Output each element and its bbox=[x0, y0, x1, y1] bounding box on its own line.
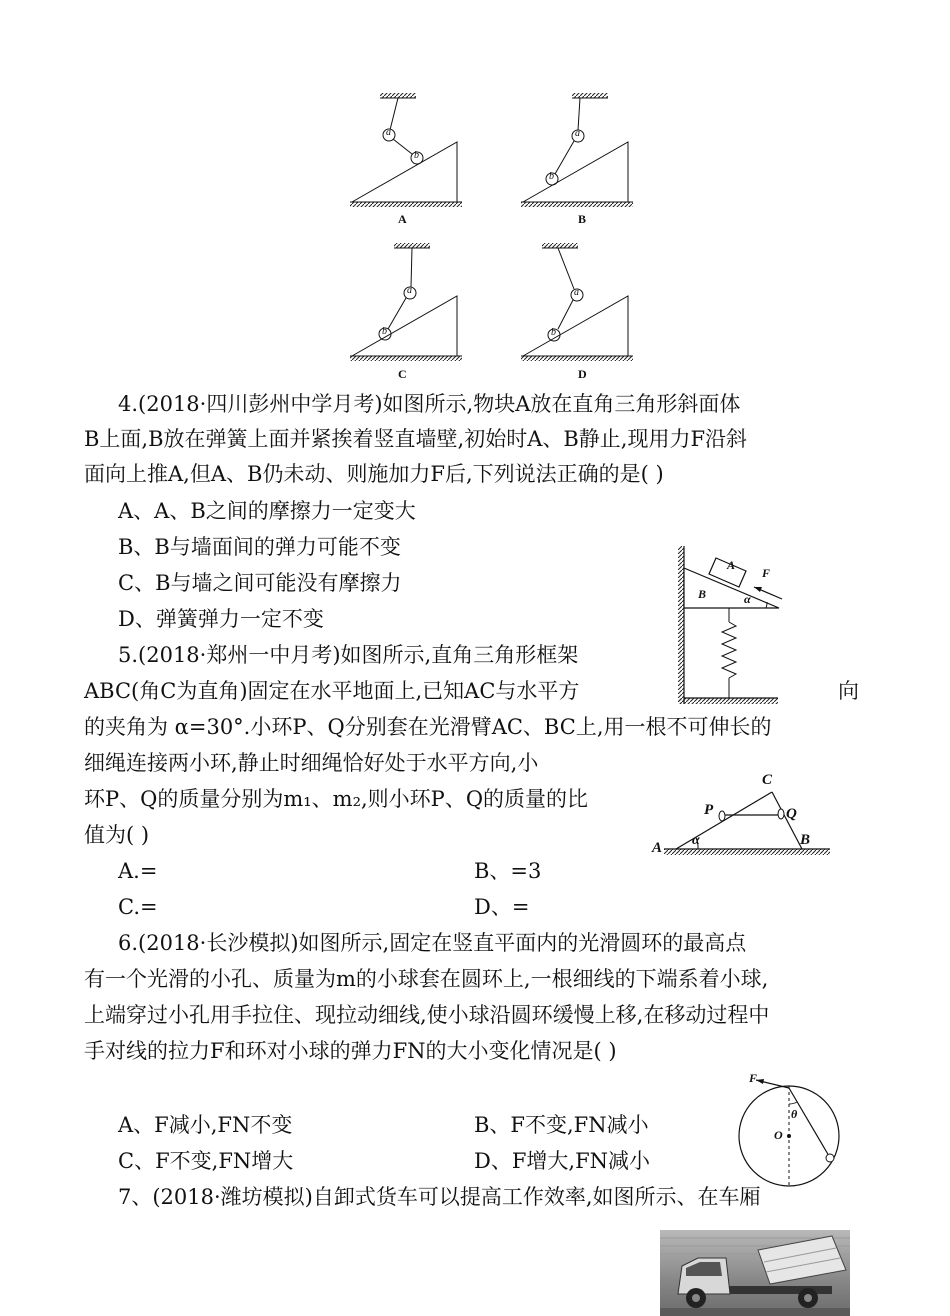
figure-grid-abcd bbox=[340, 88, 640, 388]
q6-option-c: C、F不变,FN增大 bbox=[118, 1149, 294, 1173]
figure-caption-c: C bbox=[398, 367, 407, 381]
q5-stem-line-6: 值为( ) bbox=[84, 823, 150, 847]
q4-label-b: B bbox=[698, 587, 707, 601]
q5-stem-line-2-end: 向 bbox=[838, 679, 859, 703]
q6-label-f: F bbox=[749, 1071, 758, 1085]
figure-c bbox=[350, 243, 462, 361]
q4-option-c: C、B与墙之间可能没有摩擦力 bbox=[118, 571, 402, 595]
q6-figure bbox=[736, 1076, 864, 1188]
figure-caption-a: A bbox=[398, 212, 407, 226]
q4-stem-line-2: B上面,B放在弹簧上面并紧挨着竖直墙壁,初始时A、B静止,现用力F沿斜 bbox=[84, 427, 748, 451]
q5-option-a: A.= bbox=[118, 859, 158, 883]
q5-option-b: B、=3 bbox=[474, 859, 542, 883]
ball-b-label: b bbox=[382, 326, 387, 337]
q5-label-q: Q bbox=[786, 806, 797, 822]
q4-stem-line-1: 4.(2018·四川彭州中学月考)如图所示,物块A放在直角三角形斜面体 bbox=[118, 392, 741, 416]
figure-d bbox=[521, 243, 633, 361]
q6-option-a: A、F减小,FN不变 bbox=[118, 1113, 293, 1137]
dump-truck-photo bbox=[660, 1230, 850, 1316]
q6-stem-line-1: 6.(2018·长沙模拟)如图所示,固定在竖直平面内的光滑圆环的最高点 bbox=[118, 931, 747, 955]
q6-option-d: D、F增大,FN减小 bbox=[474, 1149, 651, 1173]
q6-stem-line-3: 上端穿过小孔用手拉住、现拉动细线,使小球沿圆环缓慢上移,在移动过程中 bbox=[84, 1003, 770, 1027]
figure-caption-d: D bbox=[578, 367, 587, 381]
q4-label-alpha: α bbox=[744, 592, 751, 606]
q5-label-c: C bbox=[762, 772, 773, 788]
q6-label-theta: θ bbox=[791, 1107, 798, 1121]
ball-b-label: b bbox=[414, 150, 419, 161]
q6-label-o: O bbox=[774, 1128, 783, 1142]
q5-option-c: C.= bbox=[118, 895, 158, 919]
ball-a-label: a bbox=[407, 285, 412, 296]
q4-stem-line-3: 面向上推A,但A、B仍未动、则施加力F后,下列说法正确的是( ) bbox=[84, 462, 664, 486]
q5-label-b: B bbox=[800, 832, 811, 848]
q4-option-d: D、弹簧弹力一定不变 bbox=[118, 607, 324, 631]
q5-label-a: A bbox=[652, 840, 663, 856]
ball-b-label: b bbox=[549, 171, 554, 182]
q5-label-p: P bbox=[704, 802, 714, 818]
q6-stem-line-2: 有一个光滑的小孔、质量为m的小球套在圆环上,一根细线的下端系着小球, bbox=[84, 967, 769, 991]
q7-stem-line-1: 7、(2018·潍坊模拟)自卸式货车可以提高工作效率,如图所示、在车厢 bbox=[118, 1185, 761, 1209]
q5-label-alpha: α bbox=[692, 833, 700, 848]
q5-stem-line-4: 细绳连接两小环,静止时细绳恰好处于水平方向,小 bbox=[84, 751, 539, 775]
q5-stem-line-2: ABC(角C为直角)固定在水平地面上,已知AC与水平方 bbox=[84, 679, 580, 703]
figure-b bbox=[521, 93, 633, 207]
q4-option-a: A、A、B之间的摩擦力一定变大 bbox=[118, 499, 416, 523]
q5-stem-line-5: 环P、Q的质量分别为m₁、m₂,则小环P、Q的质量的比 bbox=[84, 787, 589, 811]
figure-a bbox=[350, 93, 462, 207]
q4-label-f: F bbox=[762, 566, 771, 580]
q6-option-b: B、F不变,FN减小 bbox=[474, 1113, 649, 1137]
ball-b-label: b bbox=[551, 327, 556, 338]
q4-option-b: B、B与墙面间的弹力可能不变 bbox=[118, 535, 401, 559]
q5-stem-line-3: 的夹角为 α=30°.小环P、Q分别套在光滑臂AC、BC上,用一根不可伸长的 bbox=[84, 715, 772, 739]
q6-stem-line-4: 手对线的拉力F和环对小球的弹力FN的大小变化情况是( ) bbox=[84, 1039, 617, 1063]
q5-option-d: D、= bbox=[474, 895, 530, 919]
q5-stem-line-1: 5.(2018·郑州一中月考)如图所示,直角三角形框架 bbox=[118, 643, 579, 667]
figure-caption-b: B bbox=[578, 212, 587, 226]
ball-a-label: a bbox=[575, 128, 580, 139]
ball-a-label: a bbox=[574, 287, 579, 298]
q4-label-a: A bbox=[727, 558, 736, 572]
ball-a-label: a bbox=[386, 127, 391, 138]
